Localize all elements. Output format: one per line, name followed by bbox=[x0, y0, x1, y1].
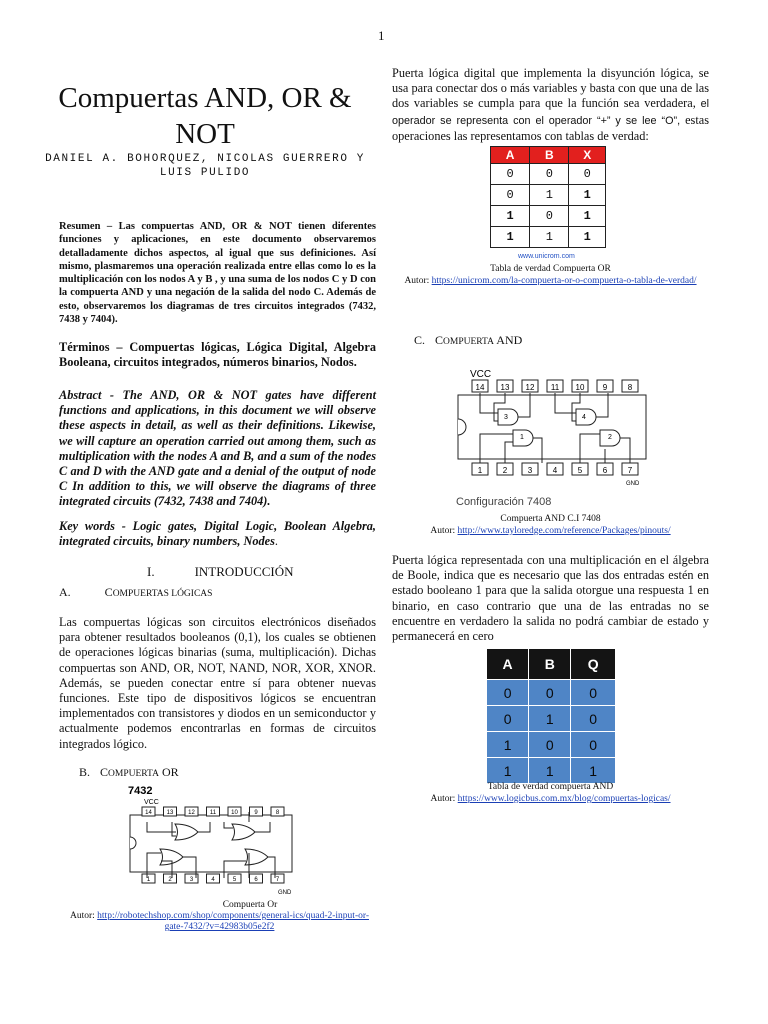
and-gate-symbol bbox=[576, 409, 596, 425]
table-cell: 0 bbox=[529, 732, 571, 758]
subsection-label: C. bbox=[414, 333, 426, 347]
configuration-label: Configuración 7408 bbox=[456, 496, 552, 508]
authors: DANIEL A. BOHORQUEZ, NICOLAS GUERRERO Y LUIS PULIDO bbox=[45, 153, 365, 179]
or-desc-part1: Puerta lógica digital que implementa la disyunción lógica, se usa para conectar dos o más variables y basta con que una de las dos variables se cumpla para que la función sea verdadera, bbox=[392, 66, 709, 111]
or-truth-table bbox=[490, 146, 606, 248]
pin-number: 6 bbox=[254, 877, 258, 883]
keywords-text: Key words - Logic gates, Digital Logic, Boolean Algebra, integrated circuits, binary numbers, Nodes bbox=[59, 519, 376, 549]
table-row bbox=[491, 227, 606, 248]
pin-number: 9 bbox=[254, 810, 258, 816]
pin-number: 12 bbox=[525, 383, 535, 392]
and-figure-link[interactable]: http://www.tayloredge.com/reference/Packages/pinouts/ bbox=[457, 526, 671, 536]
author-prefix: Autor: bbox=[69, 911, 98, 921]
vcc-label: VCC bbox=[144, 799, 159, 806]
pin-number: 2 bbox=[502, 466, 508, 475]
table-row bbox=[491, 164, 606, 185]
subsection-b-heading bbox=[79, 765, 179, 780]
paper-title: Compuertas AND, OR & NOT bbox=[58, 82, 352, 150]
pin-number: 3 bbox=[189, 877, 194, 883]
subsection-smallcaps: OMPUERTAS LÓGICAS bbox=[112, 589, 213, 599]
or-desc-part3: estas operaciones las representamos con tablas de verdad: bbox=[392, 112, 710, 143]
and-col-b: B bbox=[529, 649, 571, 680]
table-cell: 1 bbox=[569, 185, 606, 206]
table-cell: 0 bbox=[487, 706, 529, 732]
pin-number: 2 bbox=[168, 877, 172, 883]
page-number: 1 bbox=[378, 28, 385, 43]
intro-paragraph: Las compuertas lógicas son circuitos electrónicos diseñados para obtener resultados booleanos (0,1), los cuales se obtienen de operaciones lógicas binarias (suma, multiplicación). Dichas compuertas son AND, OR, NOT, NAND, NOR, XOR, XNOR. Además, se pueden conectar entre sí para obtener nuevas funciones. Este tipo de dispositivos lógicos se encuentran implementados con transistores y diodos en un semiconductor y actualmente podemos encontrarlas en formas de circuitos integrados lógico. bbox=[59, 615, 376, 751]
resumen: Resumen – Las compuertas AND, OR & NOT tienen diferentes funciones y aplicaciones, en este documento observaremos detalladamente dichos aspectos, al igual que sus definiciones. Así mismo, plasmaremos una operación realizada entre ellas como lo es la multiplicación con los nodos A y B , y una suma de los nodos C y D con la compuerta AND y una negación de la salida del nodo C. Además de esto, observaremos los diagramas de tres circuitos integrados (7432, 7438 y 7404). bbox=[59, 221, 376, 326]
caption-or-author bbox=[59, 911, 380, 933]
or-gate-symbol bbox=[175, 824, 198, 840]
or-gate-symbol bbox=[232, 824, 255, 840]
subsection-label: A. bbox=[59, 585, 71, 599]
author-prefix: Autor: bbox=[430, 526, 458, 536]
table-cell: 1 bbox=[529, 706, 571, 732]
subsection-smallcaps: OMPUERTA bbox=[443, 337, 494, 347]
table-row bbox=[487, 758, 616, 784]
pin-number: 13 bbox=[166, 810, 174, 816]
chip-body bbox=[130, 815, 292, 872]
pin-number: 1 bbox=[477, 466, 483, 475]
pin-number: 4 bbox=[552, 466, 558, 475]
gate-number: 3 bbox=[504, 414, 508, 421]
table-cell: 1 bbox=[530, 185, 569, 206]
pin-number: 11 bbox=[550, 383, 560, 392]
keywords-end: . bbox=[274, 534, 278, 549]
pin-number: 14 bbox=[475, 383, 485, 392]
table-cell: 0 bbox=[529, 680, 571, 706]
and-col-q: Q bbox=[571, 649, 616, 680]
top-pins bbox=[472, 380, 638, 392]
and-gate-symbol bbox=[498, 409, 518, 425]
table-row bbox=[487, 706, 616, 732]
table-cell: 1 bbox=[530, 227, 569, 248]
vcc-label: VCC bbox=[470, 369, 492, 380]
pin-number: 12 bbox=[188, 810, 195, 816]
table-cell: 1 bbox=[491, 206, 530, 227]
gate-number: 2 bbox=[608, 434, 612, 441]
and-table-link[interactable]: https://www.logicbus.com.mx/blog/compuertas-logicas/ bbox=[457, 794, 671, 804]
table-row bbox=[491, 206, 606, 227]
pin-number: 14 bbox=[145, 810, 152, 816]
or-desc-operator: el operador se representa con el operador “+” y se lee “O”, bbox=[392, 98, 709, 127]
pin-number: 3 bbox=[527, 466, 533, 475]
pin-number: 13 bbox=[500, 383, 510, 392]
or-gates bbox=[147, 812, 275, 878]
gate-number: 4 bbox=[582, 414, 586, 421]
unicrom-watermark: www.unicrom.com bbox=[518, 253, 575, 260]
table-cell: 1 bbox=[487, 732, 529, 758]
keywords bbox=[59, 519, 376, 549]
and-description-paragraph: Puerta lógica representada con una multiplicación en el álgebra de Boole, indica que es necesario que las dos entradas estén en estado booleano 1 para que la salida otorgue una respuesta 1 en binario, en caso contrario que una de las entradas no se encuentre en verdadero la salida no podrá cambiar de estado y permanecerá en cero bbox=[392, 553, 709, 644]
pin-number: 11 bbox=[209, 810, 217, 816]
subsection-rest: AND bbox=[493, 333, 523, 347]
table-cell: 1 bbox=[569, 206, 606, 227]
subsection-rest: OR bbox=[158, 765, 179, 779]
table-cell: 0 bbox=[571, 706, 616, 732]
and-gate-7408-diagram bbox=[450, 365, 660, 511]
bottom-pins bbox=[142, 874, 284, 883]
and-truth-table bbox=[486, 648, 616, 784]
subsection-initial: C bbox=[435, 333, 444, 347]
pin-number: 9 bbox=[602, 383, 608, 392]
or-col-b: B bbox=[530, 147, 569, 164]
section-heading-introduccion bbox=[147, 564, 294, 580]
pin-number: 6 bbox=[602, 466, 608, 475]
table-cell: 0 bbox=[487, 680, 529, 706]
caption-or-table-author bbox=[392, 276, 709, 287]
pin-number: 5 bbox=[577, 466, 583, 475]
bottom-pins bbox=[472, 463, 638, 475]
pin-number: 10 bbox=[231, 810, 238, 816]
or-table-link[interactable]: https://unicrom.com/la-compuerta-or-o-compuerta-o-tabla-de-verdad/ bbox=[431, 276, 697, 286]
abstract: Abstract - The AND, OR & NOT gates have different functions and applications, in this document we will observe these aspects in detail, as well as their definitions. Likewise, we will capture an operation carried out among them, such as multiplication with the nodes A and B, and a sum of the nodes C and D with the AND gate and a denial of the output of node C In addition to this, we will observe the diagrams of three integrated circuits (7432, 7438 and 7404). bbox=[59, 388, 376, 509]
chip-number-label: 7432 bbox=[128, 785, 153, 797]
chip-notch bbox=[458, 419, 466, 435]
author-prefix: Autor: bbox=[430, 794, 458, 804]
table-cell: 0 bbox=[530, 164, 569, 185]
pin-number: 7 bbox=[275, 877, 280, 883]
or-figure-link-cont[interactable]: gate-7432/?v=42983b05e2f2 bbox=[164, 922, 275, 932]
or-col-a: A bbox=[491, 147, 530, 164]
table-cell: 1 bbox=[571, 758, 616, 784]
or-description-paragraph bbox=[392, 66, 709, 144]
subsection-label: B. bbox=[79, 765, 91, 779]
caption-and-author bbox=[392, 526, 709, 537]
subsection-initial: C bbox=[100, 765, 109, 779]
table-row bbox=[487, 732, 616, 758]
gate-number: 1 bbox=[520, 434, 524, 441]
pin-number: 7 bbox=[627, 466, 633, 475]
table-cell: 0 bbox=[491, 185, 530, 206]
and-col-a: A bbox=[487, 649, 529, 680]
or-gate-7432-diagram bbox=[120, 782, 300, 896]
table-cell: 1 bbox=[529, 758, 571, 784]
table-cell: 0 bbox=[530, 206, 569, 227]
caption-and-table-author bbox=[392, 794, 709, 805]
table-cell: 0 bbox=[571, 732, 616, 758]
table-cell: 1 bbox=[569, 227, 606, 248]
table-cell: 1 bbox=[491, 227, 530, 248]
subsection-a-heading bbox=[59, 585, 212, 600]
table-cell: 1 bbox=[487, 758, 529, 784]
table-row bbox=[491, 185, 606, 206]
pin-number: 5 bbox=[232, 877, 237, 883]
chip-notch bbox=[130, 837, 136, 849]
chip-body bbox=[458, 395, 646, 459]
caption-or-figure: Compuerta Or bbox=[222, 900, 278, 910]
table-cell: 0 bbox=[491, 164, 530, 185]
or-col-x: X bbox=[569, 147, 606, 164]
or-figure-link[interactable]: http://robotechshop.com/shop/components/general-ics/quad-2-input-or- bbox=[97, 911, 369, 921]
caption-or-table: Tabla de verdad Compuerta OR bbox=[490, 264, 611, 274]
gnd-label: GND bbox=[278, 890, 292, 896]
subsection-c-heading bbox=[414, 333, 522, 348]
table-cell: 0 bbox=[569, 164, 606, 185]
caption-and-table: Tabla de verdad compuerta AND bbox=[487, 782, 614, 792]
and-gates bbox=[480, 393, 630, 463]
top-pins bbox=[142, 807, 284, 816]
caption-and-figure: Compuerta AND C.I 7408 bbox=[500, 514, 601, 524]
pin-number: 4 bbox=[211, 877, 215, 883]
table-cell: 0 bbox=[571, 680, 616, 706]
subsection-smallcaps: OMPUERTA bbox=[108, 769, 159, 779]
table-row bbox=[487, 680, 616, 706]
gnd-label: GND bbox=[626, 481, 640, 487]
pin-number: 8 bbox=[275, 810, 280, 816]
pin-number: 1 bbox=[146, 877, 151, 883]
subsection-initial: C bbox=[104, 585, 113, 599]
pin-number: 8 bbox=[627, 383, 633, 392]
section-number: I. bbox=[147, 564, 155, 579]
section-title: INTRODUCCIÓN bbox=[194, 564, 294, 579]
terminos: Términos – Compuertas lógicas, Lógica Digital, Algebra Booleana, circuitos integrados, números binarios, Nodos. bbox=[59, 340, 376, 369]
or-gate-symbol bbox=[245, 849, 268, 865]
pin-number: 10 bbox=[575, 383, 585, 392]
author-prefix: Autor: bbox=[404, 276, 432, 286]
